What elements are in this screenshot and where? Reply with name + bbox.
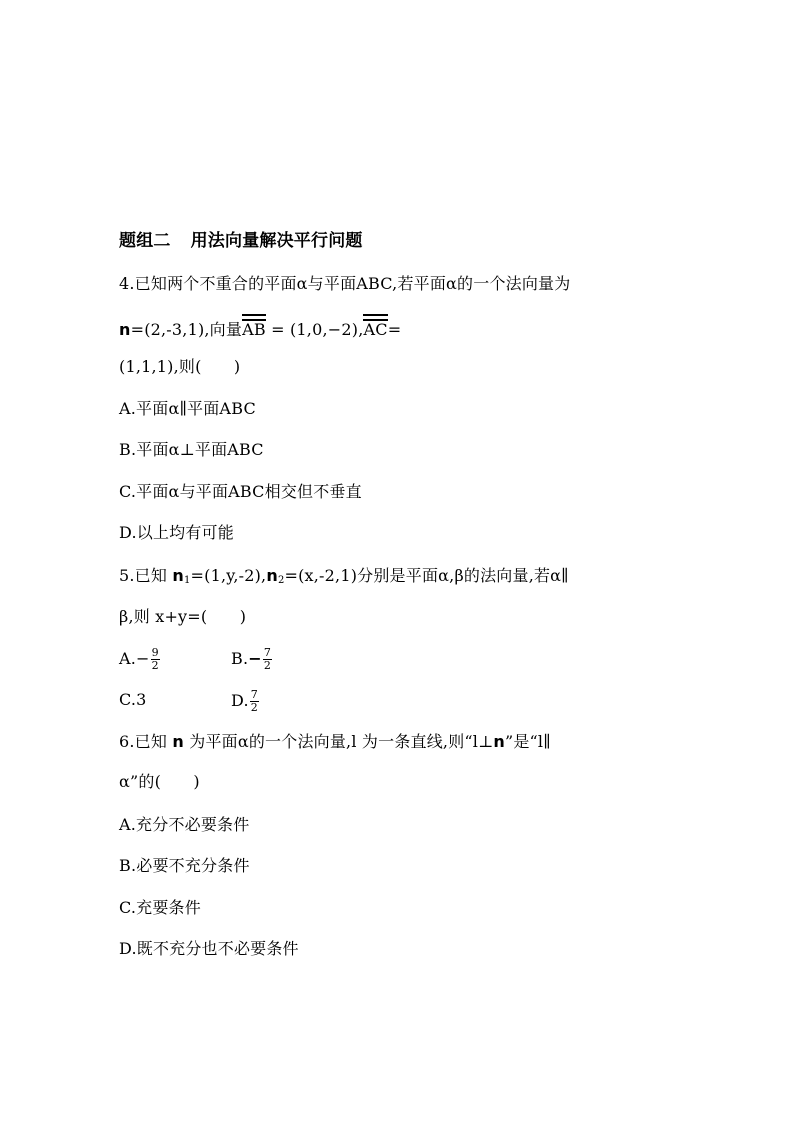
q5-option-b-numerator: 7 bbox=[263, 646, 272, 659]
q6-n-label-2: n bbox=[493, 732, 505, 751]
section-title-part1: 题组二 bbox=[119, 231, 171, 251]
q4-option-a: A.平面α∥平面ABC bbox=[119, 399, 256, 418]
q4-stem-line3: (1,1,1),则( ) bbox=[119, 357, 241, 376]
q5-option-a-denominator: 2 bbox=[151, 659, 159, 672]
q6-option-b: B.必要不充分条件 bbox=[119, 856, 250, 875]
q5-option-b bbox=[231, 647, 272, 672]
q5-n1-label: n bbox=[172, 566, 184, 585]
q5-option-d bbox=[231, 689, 259, 714]
q5-n1-sub: 1 bbox=[183, 575, 191, 586]
q5-n2-label: n bbox=[266, 566, 278, 585]
q5-options-row1 bbox=[119, 646, 272, 672]
q5-options-row2 bbox=[119, 688, 258, 714]
q5-option-a-numerator: 9 bbox=[151, 646, 159, 659]
q5-n2-value: =(x,-2,1)分别是平面α,β的法向量,若α∥ bbox=[284, 566, 569, 585]
q6-mid: 为平面α的一个法向量,l 为一条直线,则“l⊥ bbox=[183, 732, 494, 751]
q5-n2-sub: 2 bbox=[277, 575, 285, 586]
q6-n-label: n bbox=[172, 732, 184, 751]
q4-option-b: B.平面α⊥平面ABC bbox=[119, 440, 264, 459]
q4-option-d: D.以上均有可能 bbox=[119, 523, 234, 542]
q5-n1-value: =(1,y,-2), bbox=[190, 566, 267, 585]
q5-option-c: C.3 bbox=[119, 690, 147, 709]
q6-stem-line2: α”的( ) bbox=[119, 772, 200, 791]
q6-suffix: ”是“l∥ bbox=[504, 732, 551, 751]
q5-option-d-fraction bbox=[250, 689, 259, 714]
q5-option-a-fraction bbox=[151, 647, 160, 672]
q4-ac-eq: = bbox=[387, 320, 402, 339]
q5-option-b-denominator: 2 bbox=[263, 659, 272, 672]
section-heading bbox=[119, 230, 363, 252]
q5-option-d-numerator: 7 bbox=[250, 688, 258, 701]
q6-option-d: D.既不充分也不必要条件 bbox=[119, 939, 299, 958]
q5-prefix: 5.已知 bbox=[119, 566, 173, 585]
q5-option-b-label: B. bbox=[231, 649, 249, 668]
q5-option-d-denominator: 2 bbox=[250, 701, 258, 714]
q5-option-b-sign: − bbox=[248, 649, 262, 668]
q4-option-c: C.平面α与平面ABC相交但不垂直 bbox=[119, 482, 362, 501]
q4-stem-line1: 4.已知两个不重合的平面α与平面ABC,若平面α的一个法向量为 bbox=[119, 274, 571, 293]
q4-vector-ac: AC bbox=[363, 317, 387, 341]
q6-option-a: A.充分不必要条件 bbox=[119, 815, 250, 834]
q5-option-d-label: D. bbox=[231, 691, 249, 710]
section-title-part2: 用法向量解决平行问题 bbox=[190, 231, 363, 251]
q6-option-c: C.充要条件 bbox=[119, 898, 201, 917]
q4-stem-line2 bbox=[119, 317, 401, 341]
q6-stem-line1 bbox=[119, 731, 551, 753]
q4-vector-ab: AB bbox=[242, 317, 266, 341]
q5-option-a bbox=[119, 646, 160, 672]
q5-stem-line1 bbox=[119, 565, 569, 592]
q5-option-b-fraction bbox=[263, 647, 272, 672]
q5-option-a-sign: − bbox=[136, 649, 150, 668]
q6-prefix: 6.已知 bbox=[119, 732, 173, 751]
q4-ab-value: = (1,0,−2), bbox=[265, 320, 364, 339]
q5-option-a-label: A. bbox=[119, 649, 137, 668]
q5-stem-line2: β,则 x+y=( ) bbox=[119, 607, 247, 626]
q4-normal-vector-n: n bbox=[119, 320, 131, 339]
q4-n-value: =(2,-3,1),向量 bbox=[130, 320, 243, 339]
